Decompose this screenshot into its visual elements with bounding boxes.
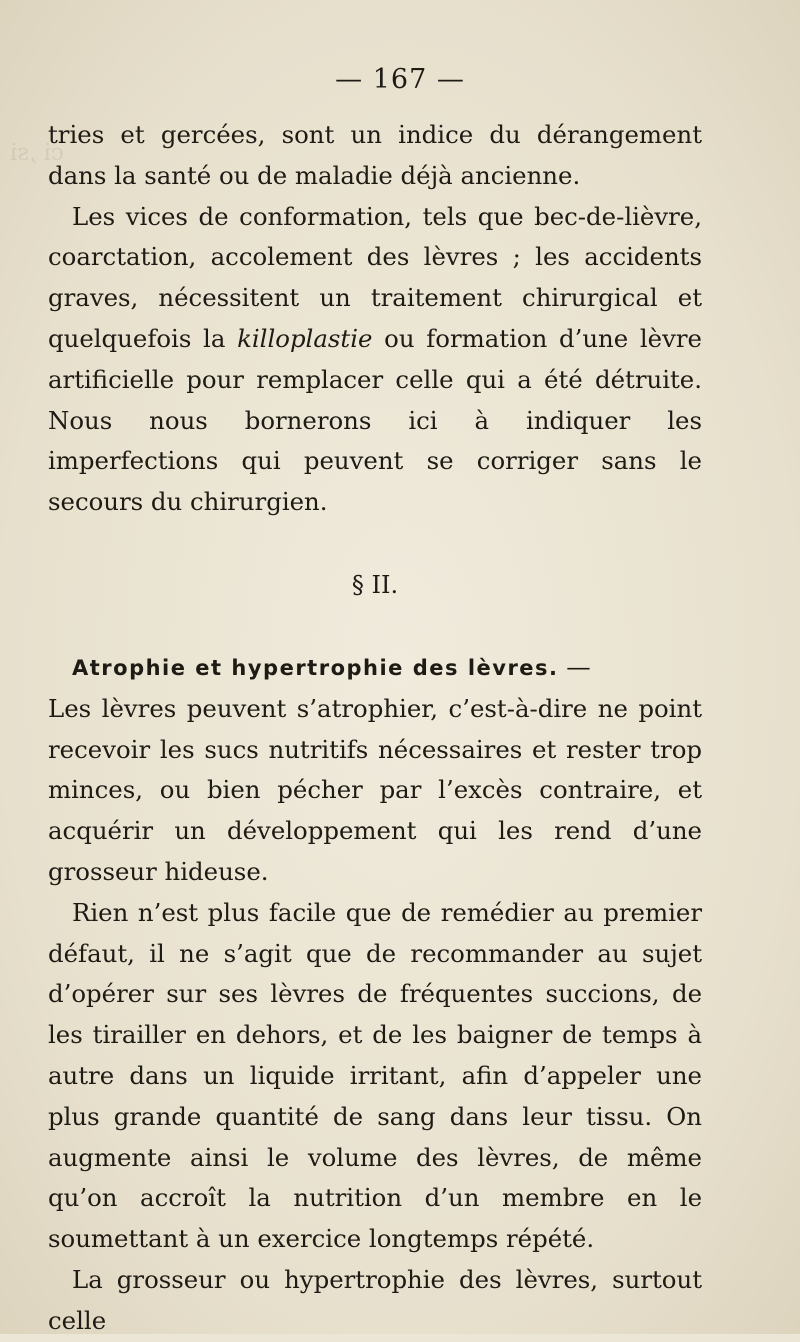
paragraph-3: Les lèvres peuvent s’atrophier, c’est-à-dire ne point recevoir les sucs nutritifs nécessaires et rester trop minces, ou bien pécher par l’excès contraire, et acquérir un développement qui les rend d’une grosseur hideuse. <box>48 693 702 886</box>
heading-dash: — <box>558 651 591 681</box>
page-number: — 167 — <box>335 64 465 95</box>
show-through-text: ci ,si <box>10 140 65 166</box>
section-paragraph <box>48 647 702 689</box>
paragraph-2 <box>48 197 702 523</box>
paragraph-4: Rien n’est plus facile que de remédier au premier défaut, il ne s’agit que de recommander au sujet d’opérer sur ses lèvres de fréquentes succions, de les tirailler en dehors, et de les baigner de temps à autre dans un liquide irritant, afin d’appeler une plus grande quantité de sang dans leur tissu. On augmente ainsi le volume des lèvres, de même qu’on accroît la nutrition d’un membre en le soumettant à un exercice longtemps répété. <box>48 897 702 1254</box>
section-mark: § II. <box>351 570 399 599</box>
paragraph-2-part-1: Les vices de conformation, tels que bec-de-lièvre, coarctation, accolement des lèvres ; les accidents graves, nécessitent un traitement chirurgical et quelquefois la <box>48 201 702 353</box>
paragraph-5: La grosseur ou hypertrophie des lèvres, surtout celle <box>48 1264 702 1335</box>
paragraph-1: tries et gercées, sont un indice du dérangement dans la santé ou de maladie déjà ancienne. <box>48 120 702 190</box>
killoplastie-term: killoplastie <box>237 323 373 353</box>
paragraph-2-part-2: ou formation d’une lèvre artificielle pour remplacer celle qui a été détruite. Nous nous bornerons ici à indiquer les imperfections qui peuvent se corriger sans le secours du chirurgien. <box>48 323 702 517</box>
body-text <box>48 115 702 1342</box>
section-heading: Atrophie et hypertrophie des lèvres. <box>72 655 559 680</box>
